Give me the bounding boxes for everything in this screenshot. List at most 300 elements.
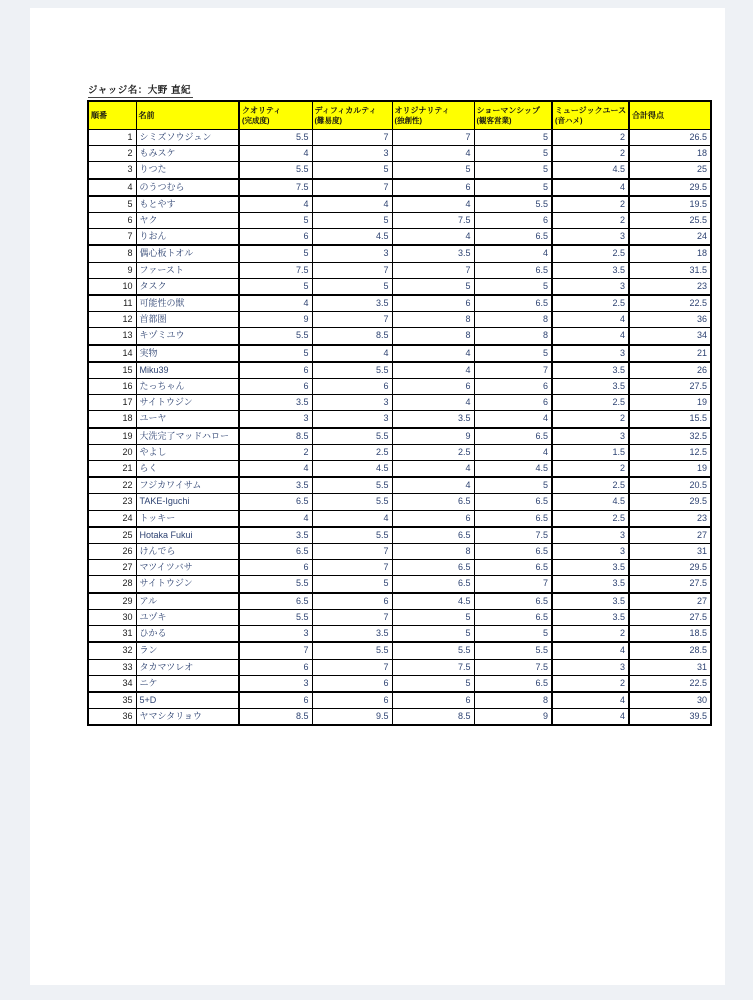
score-cell: 3.5: [552, 379, 629, 395]
total-cell: 27.5: [629, 576, 711, 593]
score-cell: 6.5: [239, 544, 312, 560]
score-cell: 5.5: [312, 527, 392, 544]
score-cell: 4: [474, 245, 552, 262]
name-cell: もとやす: [136, 196, 239, 213]
rank-cell: 28: [88, 576, 136, 593]
score-cell: 6.5: [239, 494, 312, 510]
score-cell: 3: [312, 395, 392, 411]
score-cell: 7: [474, 576, 552, 593]
score-cell: 4: [239, 196, 312, 213]
score-cell: 8.5: [239, 428, 312, 445]
score-cell: 9: [474, 709, 552, 726]
name-cell: アル: [136, 593, 239, 610]
table-row: [88, 379, 711, 395]
name-cell: りつた: [136, 162, 239, 179]
name-cell: サイトウジン: [136, 395, 239, 411]
table-row: [88, 428, 711, 445]
score-cell: 3.5: [552, 560, 629, 576]
column-header-rank: [88, 101, 136, 130]
score-cell: 5: [392, 675, 474, 692]
column-header-quality: [239, 101, 312, 130]
score-cell: 2.5: [312, 444, 392, 460]
column-header-label: クオリティ: [242, 106, 282, 115]
score-cell: 7.5: [239, 262, 312, 278]
score-cell: 2: [552, 461, 629, 478]
score-cell: 2: [552, 411, 629, 428]
rank-cell: 30: [88, 609, 136, 625]
total-cell: 31: [629, 659, 711, 675]
name-cell: ラン: [136, 642, 239, 659]
rank-cell: 24: [88, 510, 136, 527]
total-cell: 29.5: [629, 494, 711, 510]
score-cell: 4: [392, 477, 474, 494]
rank-cell: 2: [88, 146, 136, 162]
score-cell: 2.5: [552, 245, 629, 262]
score-cell: 3: [312, 146, 392, 162]
table-row: [88, 692, 711, 709]
column-header-music-use: [552, 101, 629, 130]
score-cell: 7: [312, 659, 392, 675]
score-cell: 5: [312, 576, 392, 593]
judge-name-label: ジャッジ名：大野 直紀: [88, 82, 193, 98]
score-cell: 5: [312, 213, 392, 229]
score-cell: 2: [552, 626, 629, 643]
table-row: [88, 362, 711, 379]
score-cell: 2: [552, 675, 629, 692]
table-row: [88, 477, 711, 494]
score-cell: 8: [392, 328, 474, 345]
score-cell: 7: [312, 544, 392, 560]
score-cell: 4: [552, 328, 629, 345]
score-cell: 5: [474, 130, 552, 146]
column-header-difficulty: [312, 101, 392, 130]
name-cell: マツイツバサ: [136, 560, 239, 576]
name-cell: タカマツレオ: [136, 659, 239, 675]
score-cell: 7: [312, 609, 392, 625]
name-cell: ファースト: [136, 262, 239, 278]
score-cell: 3: [552, 428, 629, 445]
score-cell: 2: [239, 444, 312, 460]
score-cell: 6: [392, 295, 474, 312]
table-row: [88, 444, 711, 460]
table-row: [88, 560, 711, 576]
total-cell: 23: [629, 278, 711, 295]
name-cell: ヤク: [136, 213, 239, 229]
score-cell: 6.5: [474, 229, 552, 246]
score-cell: 6: [239, 362, 312, 379]
column-header-sublabel: (難易度): [314, 116, 342, 125]
score-cell: 5.5: [312, 428, 392, 445]
rank-cell: 3: [88, 162, 136, 179]
score-cell: 5.5: [474, 196, 552, 213]
column-header-label: オリジナリティ: [394, 106, 450, 115]
rank-cell: 26: [88, 544, 136, 560]
total-cell: 31.5: [629, 262, 711, 278]
score-cell: 8: [474, 692, 552, 709]
score-cell: 6.5: [474, 295, 552, 312]
score-cell: 3: [312, 245, 392, 262]
score-cell: 3.5: [312, 295, 392, 312]
rank-cell: 27: [88, 560, 136, 576]
name-cell: もみスケ: [136, 146, 239, 162]
score-cell: 5: [392, 278, 474, 295]
name-cell: トッキー: [136, 510, 239, 527]
score-cell: 2.5: [392, 444, 474, 460]
column-header-label: ディフィカルティ: [314, 106, 377, 115]
total-cell: 29.5: [629, 179, 711, 196]
total-cell: 27: [629, 593, 711, 610]
score-cell: 5: [392, 609, 474, 625]
table-row: [88, 659, 711, 675]
score-cell: 3.5: [392, 245, 474, 262]
table-row: [88, 130, 711, 146]
table-row: [88, 229, 711, 246]
total-cell: 27: [629, 527, 711, 544]
total-cell: 34: [629, 328, 711, 345]
score-cell: 4: [552, 642, 629, 659]
score-cell: 6.5: [474, 494, 552, 510]
rank-cell: 36: [88, 709, 136, 726]
score-cell: 5: [392, 626, 474, 643]
name-cell: たっちゃん: [136, 379, 239, 395]
score-cell: 7: [392, 262, 474, 278]
table-row: [88, 295, 711, 312]
score-cell: 6.5: [474, 593, 552, 610]
score-cell: 5: [312, 162, 392, 179]
total-cell: 28.5: [629, 642, 711, 659]
score-cell: 4: [392, 229, 474, 246]
rank-cell: 18: [88, 411, 136, 428]
score-cell: 4: [239, 510, 312, 527]
rank-cell: 21: [88, 461, 136, 478]
score-cell: 4: [392, 345, 474, 362]
score-table: [87, 100, 712, 726]
score-cell: 4: [552, 692, 629, 709]
score-cell: 7.5: [239, 179, 312, 196]
score-cell: 3: [239, 675, 312, 692]
column-header-label: 順番: [91, 111, 107, 120]
score-cell: 3: [312, 411, 392, 428]
score-cell: 5.5: [239, 609, 312, 625]
score-cell: 3: [552, 527, 629, 544]
rank-cell: 7: [88, 229, 136, 246]
document-page: [30, 8, 725, 985]
table-row: [88, 162, 711, 179]
total-cell: 27.5: [629, 379, 711, 395]
name-cell: ユヅキ: [136, 609, 239, 625]
score-cell: 5.5: [239, 328, 312, 345]
score-cell: 5: [474, 278, 552, 295]
score-cell: 3.5: [312, 626, 392, 643]
score-cell: 4.5: [312, 229, 392, 246]
score-cell: 7: [312, 262, 392, 278]
total-cell: 20.5: [629, 477, 711, 494]
score-cell: 3: [239, 411, 312, 428]
score-cell: 6.5: [474, 544, 552, 560]
score-cell: 7.5: [392, 213, 474, 229]
column-header-label: 合計得点: [632, 111, 664, 120]
score-cell: 3.5: [552, 262, 629, 278]
score-cell: 4: [552, 312, 629, 328]
score-cell: 3.5: [552, 576, 629, 593]
table-row: [88, 245, 711, 262]
rank-cell: 6: [88, 213, 136, 229]
table-row: [88, 527, 711, 544]
column-header-sublabel: (観客営業): [476, 116, 512, 125]
score-cell: 5: [474, 626, 552, 643]
score-cell: 6.5: [392, 494, 474, 510]
score-cell: 7.5: [474, 659, 552, 675]
name-cell: ヤマシタリョウ: [136, 709, 239, 726]
column-header-showmanship: [474, 101, 552, 130]
score-cell: 6: [312, 379, 392, 395]
total-cell: 25.5: [629, 213, 711, 229]
score-cell: 6: [392, 692, 474, 709]
score-cell: 2.5: [552, 295, 629, 312]
score-cell: 2: [552, 130, 629, 146]
name-cell: シミズソウジュン: [136, 130, 239, 146]
score-cell: 6: [239, 659, 312, 675]
score-cell: 7: [312, 312, 392, 328]
name-cell: サイトウジン: [136, 576, 239, 593]
score-cell: 3.5: [239, 527, 312, 544]
score-cell: 2.5: [552, 510, 629, 527]
score-cell: 6.5: [474, 675, 552, 692]
score-cell: 6: [239, 692, 312, 709]
total-cell: 39.5: [629, 709, 711, 726]
score-cell: 4: [312, 345, 392, 362]
score-cell: 3.5: [552, 609, 629, 625]
table-row: [88, 609, 711, 625]
score-cell: 4.5: [474, 461, 552, 478]
name-cell: Hotaka Fukui: [136, 527, 239, 544]
score-cell: 8.5: [239, 709, 312, 726]
table-row: [88, 328, 711, 345]
column-header-label: 名前: [138, 111, 155, 120]
score-cell: 6.5: [392, 576, 474, 593]
score-cell: 3.5: [552, 362, 629, 379]
name-cell: 大洗完了マッドハロー: [136, 428, 239, 445]
table-row: [88, 494, 711, 510]
score-cell: 4.5: [552, 162, 629, 179]
table-row: [88, 576, 711, 593]
total-cell: 24: [629, 229, 711, 246]
score-cell: 9.5: [312, 709, 392, 726]
score-cell: 4.5: [392, 593, 474, 610]
rank-cell: 16: [88, 379, 136, 395]
score-cell: 2: [552, 196, 629, 213]
score-cell: 6: [392, 510, 474, 527]
score-cell: 2.5: [552, 395, 629, 411]
name-cell: のうつむら: [136, 179, 239, 196]
table-row: [88, 312, 711, 328]
column-header-label: ミュージックユース: [555, 106, 627, 115]
score-cell: 7: [474, 362, 552, 379]
total-cell: 18: [629, 146, 711, 162]
total-cell: 32.5: [629, 428, 711, 445]
score-cell: 4: [239, 295, 312, 312]
total-cell: 27.5: [629, 609, 711, 625]
score-cell: 6: [474, 213, 552, 229]
total-cell: 26.5: [629, 130, 711, 146]
table-row: [88, 461, 711, 478]
score-cell: 1.5: [552, 444, 629, 460]
table-row: [88, 278, 711, 295]
name-cell: ひかる: [136, 626, 239, 643]
name-cell: 偶心板トオル: [136, 245, 239, 262]
score-cell: 7: [239, 642, 312, 659]
rank-cell: 29: [88, 593, 136, 610]
score-cell: 4: [239, 146, 312, 162]
score-cell: 6.5: [474, 609, 552, 625]
score-cell: 4: [392, 362, 474, 379]
score-cell: 3: [239, 626, 312, 643]
total-cell: 30: [629, 692, 711, 709]
rank-cell: 4: [88, 179, 136, 196]
score-cell: 6.5: [392, 560, 474, 576]
score-cell: 6.5: [474, 510, 552, 527]
score-cell: 5.5: [474, 642, 552, 659]
rank-cell: 25: [88, 527, 136, 544]
table-row: [88, 345, 711, 362]
score-cell: 6: [312, 692, 392, 709]
score-cell: 6.5: [474, 560, 552, 576]
name-cell: りおん: [136, 229, 239, 246]
rank-cell: 10: [88, 278, 136, 295]
score-cell: 2.5: [552, 477, 629, 494]
score-cell: 8.5: [312, 328, 392, 345]
table-row: [88, 544, 711, 560]
score-cell: 6: [474, 395, 552, 411]
name-cell: 5+D: [136, 692, 239, 709]
rank-cell: 19: [88, 428, 136, 445]
score-cell: 4: [552, 179, 629, 196]
table-row: [88, 196, 711, 213]
score-cell: 3: [552, 659, 629, 675]
score-cell: 7: [312, 130, 392, 146]
total-cell: 18.5: [629, 626, 711, 643]
table-row: [88, 395, 711, 411]
score-cell: 5: [474, 345, 552, 362]
score-cell: 4.5: [552, 494, 629, 510]
score-cell: 5.5: [239, 162, 312, 179]
name-cell: Miku39: [136, 362, 239, 379]
score-cell: 2: [552, 146, 629, 162]
rank-cell: 34: [88, 675, 136, 692]
column-header-label: ショーマンシップ: [476, 106, 540, 115]
score-cell: 5.5: [312, 642, 392, 659]
column-header-name: [136, 101, 239, 130]
table-row: [88, 709, 711, 726]
score-cell: 5: [239, 245, 312, 262]
name-cell: ユーヤ: [136, 411, 239, 428]
score-cell: 3.5: [239, 477, 312, 494]
table-row: [88, 262, 711, 278]
total-cell: 19.5: [629, 196, 711, 213]
score-cell: 7.5: [392, 659, 474, 675]
score-cell: 7.5: [474, 527, 552, 544]
total-cell: 21: [629, 345, 711, 362]
score-cell: 8: [474, 328, 552, 345]
name-cell: ニケ: [136, 675, 239, 692]
name-cell: 実物: [136, 345, 239, 362]
score-cell: 8: [392, 312, 474, 328]
rank-cell: 15: [88, 362, 136, 379]
rank-cell: 5: [88, 196, 136, 213]
table-row: [88, 213, 711, 229]
score-cell: 4: [392, 395, 474, 411]
score-cell: 5: [239, 345, 312, 362]
rank-cell: 32: [88, 642, 136, 659]
score-cell: 8: [392, 544, 474, 560]
total-cell: 26: [629, 362, 711, 379]
score-cell: 5.5: [392, 642, 474, 659]
score-cell: 5: [239, 213, 312, 229]
score-cell: 5.5: [239, 130, 312, 146]
score-cell: 4: [312, 510, 392, 527]
score-cell: 6: [239, 379, 312, 395]
score-cell: 3: [552, 544, 629, 560]
table-row: [88, 411, 711, 428]
score-cell: 6.5: [392, 527, 474, 544]
table-row: [88, 510, 711, 527]
score-cell: 2: [552, 213, 629, 229]
score-cell: 5.5: [312, 362, 392, 379]
score-cell: 6: [239, 229, 312, 246]
name-cell: キヅミユウ: [136, 328, 239, 345]
score-cell: 6.5: [239, 593, 312, 610]
table-row: [88, 642, 711, 659]
score-cell: 6: [312, 675, 392, 692]
rank-cell: 31: [88, 626, 136, 643]
rank-cell: 20: [88, 444, 136, 460]
score-cell: 7: [312, 179, 392, 196]
score-cell: 5: [392, 162, 474, 179]
name-cell: けんでら: [136, 544, 239, 560]
rank-cell: 13: [88, 328, 136, 345]
total-cell: 25: [629, 162, 711, 179]
score-cell: 6: [239, 560, 312, 576]
score-cell: 3.5: [392, 411, 474, 428]
score-cell: 5: [474, 162, 552, 179]
total-cell: 29.5: [629, 560, 711, 576]
score-cell: 6: [392, 179, 474, 196]
rank-cell: 11: [88, 295, 136, 312]
score-cell: 3: [552, 278, 629, 295]
rank-cell: 35: [88, 692, 136, 709]
column-header-total: [629, 101, 711, 130]
total-cell: 19: [629, 395, 711, 411]
total-cell: 15.5: [629, 411, 711, 428]
table-header-row: [88, 101, 711, 130]
total-cell: 22.5: [629, 295, 711, 312]
score-cell: 4: [474, 411, 552, 428]
score-cell: 9: [392, 428, 474, 445]
total-cell: 19: [629, 461, 711, 478]
score-cell: 6.5: [474, 262, 552, 278]
score-cell: 3: [552, 345, 629, 362]
table-row: [88, 626, 711, 643]
total-cell: 36: [629, 312, 711, 328]
score-cell: 8: [474, 312, 552, 328]
name-cell: やよし: [136, 444, 239, 460]
score-cell: 4: [239, 461, 312, 478]
score-cell: 5.5: [312, 477, 392, 494]
score-cell: 5: [474, 179, 552, 196]
column-header-sublabel: (独創性): [394, 116, 422, 125]
column-header-originality: [392, 101, 474, 130]
score-cell: 4: [552, 709, 629, 726]
